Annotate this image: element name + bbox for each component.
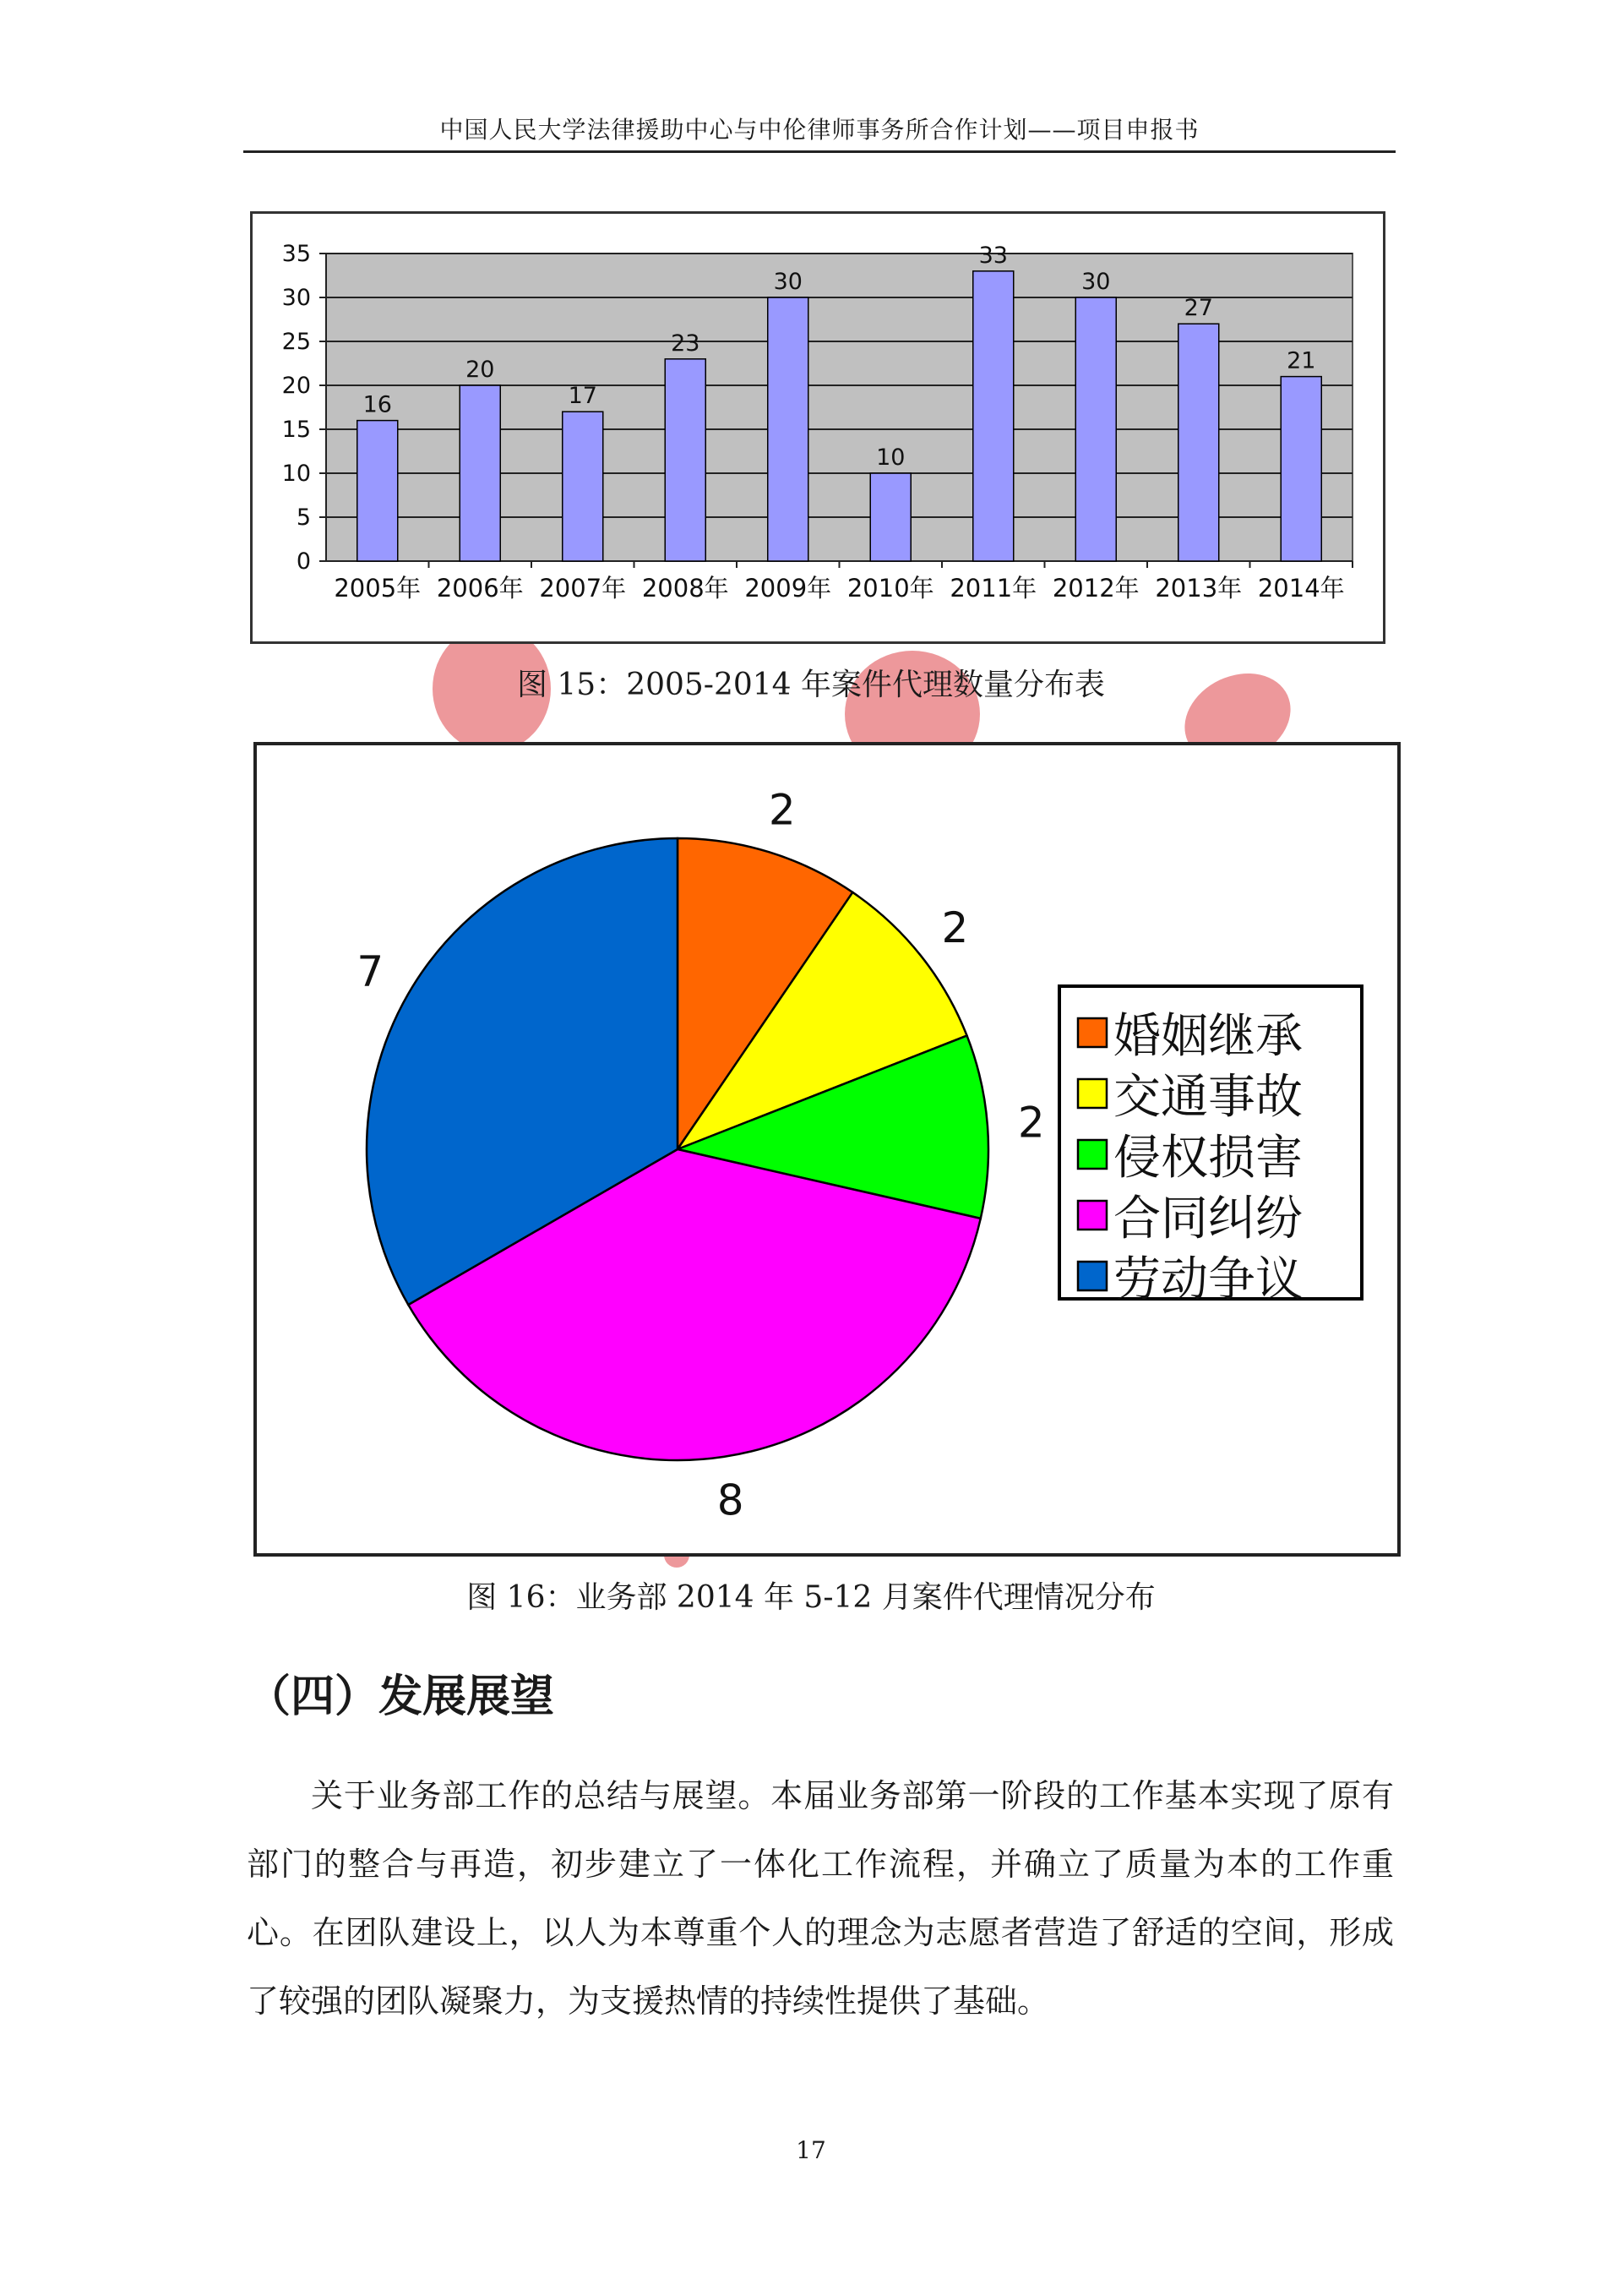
x-tick-label: 2008年	[641, 574, 729, 603]
x-tick-label: 2007年	[539, 574, 627, 603]
bar	[768, 297, 808, 561]
data-label: 30	[773, 269, 803, 295]
legend-label: 劳动争议	[1113, 1252, 1303, 1307]
bar	[357, 421, 398, 561]
legend-swatch	[1078, 1262, 1107, 1290]
body-paragraph: 关于业务部工作的总结与展望。本届业务部第一阶段的工作基本实现了原有部门的整合与再造，初步建立了一体化工作流程，并确立了质量为本的工作重心。在团队建设上，以人为本尊重个人的理念为志愿者营造了舒适的空间，形成了较强的团队凝聚力，为支援热情的持续性提供了基础。	[247, 1777, 1394, 2020]
x-tick-label: 2014年	[1257, 574, 1345, 603]
slice-value-label: 8	[716, 1475, 744, 1525]
y-tick-label: 15	[281, 417, 311, 443]
data-label: 27	[1184, 295, 1213, 322]
slice-value-label: 2	[1017, 1098, 1045, 1148]
x-tick-label: 2011年	[950, 574, 1037, 603]
bar	[1075, 297, 1116, 561]
y-tick-label: 20	[281, 373, 311, 399]
bar	[1178, 324, 1219, 561]
y-tick-label: 30	[281, 285, 311, 311]
page-number: 17	[796, 2136, 826, 2164]
legend-label: 交通事故	[1113, 1070, 1303, 1125]
data-label: 20	[465, 357, 495, 383]
bar-chart	[253, 214, 1383, 641]
legend-swatch	[1078, 1140, 1107, 1169]
data-label: 23	[671, 330, 700, 357]
legend-swatch	[1078, 1079, 1107, 1108]
data-label: 16	[362, 391, 392, 418]
legend-label: 侵权损害	[1113, 1131, 1303, 1186]
bar-chart-frame	[250, 211, 1385, 644]
figure-15-caption: 图 15：2005-2014 年案件代理数量分布表	[516, 668, 1106, 702]
bar	[665, 359, 705, 561]
y-tick-label: 10	[281, 461, 311, 487]
data-label: 17	[568, 383, 597, 410]
x-tick-label: 2012年	[1052, 574, 1140, 603]
slice-value-label: 2	[768, 785, 796, 835]
x-tick-label: 2005年	[334, 574, 422, 603]
legend-swatch	[1078, 1018, 1107, 1047]
page-header: 中国人民大学法律援助中心与中伦律师事务所合作计划——项目申报书	[439, 116, 1200, 144]
pie-chart	[257, 745, 1397, 1553]
bar	[973, 271, 1014, 561]
figure-16-caption: 图 16：业务部 2014 年 5-12 月案件代理情况分布	[466, 1580, 1156, 1615]
x-tick-label: 2006年	[436, 574, 524, 603]
y-tick-label: 0	[296, 548, 311, 575]
x-tick-label: 2009年	[744, 574, 832, 603]
data-label: 21	[1287, 347, 1316, 374]
slice-value-label: 2	[941, 903, 969, 953]
y-tick-label: 5	[296, 504, 311, 531]
legend-swatch	[1078, 1201, 1107, 1230]
y-tick-label: 35	[281, 241, 311, 267]
y-tick-label: 25	[281, 329, 311, 355]
data-label: 30	[1081, 269, 1111, 295]
bar	[1281, 377, 1321, 561]
pie-chart-frame	[253, 742, 1401, 1557]
data-label: 33	[978, 242, 1008, 269]
x-tick-label: 2010年	[846, 574, 934, 603]
legend-label: 婚姻继承	[1113, 1009, 1303, 1064]
section-title: （四）发展展望	[247, 1672, 555, 1722]
bar	[563, 412, 603, 561]
data-label: 10	[876, 444, 906, 471]
header-divider	[243, 150, 1396, 153]
x-tick-label: 2013年	[1155, 574, 1243, 603]
bar	[870, 473, 911, 561]
legend-label: 合同纠纷	[1113, 1192, 1303, 1246]
slice-value-label: 7	[357, 947, 384, 996]
bar	[460, 385, 500, 561]
